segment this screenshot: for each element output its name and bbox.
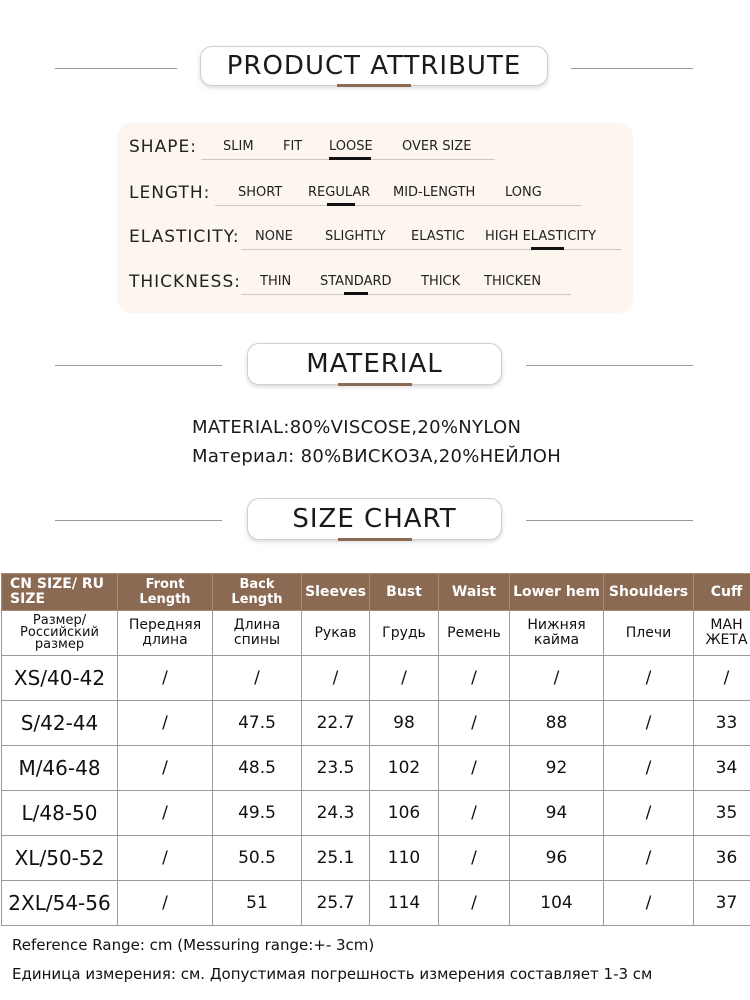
measurement-cell: / xyxy=(694,656,750,701)
header-cell: Front Length xyxy=(118,574,213,611)
measurement-cell: 98 xyxy=(370,701,439,746)
divider-right xyxy=(526,520,693,521)
header-cell: Shoulders xyxy=(604,574,694,611)
table-row xyxy=(2,881,750,926)
header-cell: Back Length xyxy=(213,574,302,611)
measurement-cell: 34 xyxy=(694,746,750,791)
attribute-option-selected: REGULAR xyxy=(308,185,370,200)
measurement-cell: 106 xyxy=(370,791,439,836)
measurement-cell: 25.1 xyxy=(302,836,370,881)
divider-right xyxy=(526,365,693,366)
size-chart-table xyxy=(1,573,750,926)
attribute-line xyxy=(241,294,571,295)
material-composition-en: MATERIAL:80%VISCOSE,20%NYLON xyxy=(192,417,522,438)
measurement-cell: / xyxy=(604,746,694,791)
divider-left xyxy=(55,365,222,366)
size-chart-header xyxy=(0,498,750,548)
size-cell: XS/40-42 xyxy=(2,656,118,701)
measurement-cell: 49.5 xyxy=(213,791,302,836)
header-cell: CN SIZE/ RU SIZE xyxy=(2,574,118,611)
divider-left xyxy=(55,68,177,69)
measurement-cell: / xyxy=(439,656,510,701)
attribute-option-selected: HIGH ELASTICITY xyxy=(485,229,596,244)
measurement-note-ru: Единица измерения: см. Допустимая погрешность измерения составляет 1-3 см xyxy=(12,965,653,983)
header-cell: Lower hem xyxy=(510,574,604,611)
attribute-option: SLIM xyxy=(223,139,254,154)
measurement-cell: 47.5 xyxy=(213,701,302,746)
measurement-cell: / xyxy=(439,701,510,746)
attribute-label: SHAPE: xyxy=(129,137,197,157)
attribute-row-thickness xyxy=(117,270,633,300)
measurement-cell: 92 xyxy=(510,746,604,791)
selected-marker xyxy=(344,292,368,295)
title-underline xyxy=(338,538,412,541)
product-attribute-panel xyxy=(117,123,633,313)
product-attribute-title xyxy=(200,46,548,86)
measurement-cell: / xyxy=(604,656,694,701)
measurement-cell: 36 xyxy=(694,836,750,881)
divider-right xyxy=(571,68,693,69)
header-cell: Waist xyxy=(439,574,510,611)
attribute-option: MID-LENGTH xyxy=(393,185,476,200)
measurement-cell: / xyxy=(118,791,213,836)
measurement-cell: 22.7 xyxy=(302,701,370,746)
attribute-option-selected: STANDARD xyxy=(320,274,392,289)
measurement-cell: 50.5 xyxy=(213,836,302,881)
attribute-option: THICK xyxy=(421,274,461,289)
measurement-cell: 104 xyxy=(510,881,604,926)
measurement-cell: / xyxy=(604,836,694,881)
measurement-cell: 114 xyxy=(370,881,439,926)
attribute-option: THIN xyxy=(260,274,292,289)
measurement-cell: 88 xyxy=(510,701,604,746)
attribute-row-shape xyxy=(117,135,633,165)
header-cell: Sleeves xyxy=(302,574,370,611)
measurement-cell: / xyxy=(302,656,370,701)
material-title-text: MATERIAL xyxy=(306,349,443,379)
measurement-cell: / xyxy=(118,746,213,791)
measurement-cell: / xyxy=(439,746,510,791)
measurement-cell: / xyxy=(439,791,510,836)
title-underline xyxy=(338,383,412,386)
measurement-cell: / xyxy=(118,881,213,926)
measurement-cell: / xyxy=(439,836,510,881)
header-cell: Длина спины xyxy=(213,611,302,656)
reference-range-note: Reference Range: cm (Messuring range:+- 3cm) xyxy=(12,936,375,954)
measurement-cell: / xyxy=(118,836,213,881)
measurement-cell: / xyxy=(604,791,694,836)
measurement-cell: 110 xyxy=(370,836,439,881)
selected-marker xyxy=(531,247,564,250)
size-cell: 2XL/54-56 xyxy=(2,881,118,926)
table-row xyxy=(2,656,750,701)
attribute-label: ELASTICITY: xyxy=(129,227,240,247)
table-header-en xyxy=(2,574,750,611)
measurement-cell: 37 xyxy=(694,881,750,926)
measurement-cell: / xyxy=(510,656,604,701)
header-cell: Нижняя кайма xyxy=(510,611,604,656)
measurement-cell: / xyxy=(118,656,213,701)
header-cell: Рукав xyxy=(302,611,370,656)
title-underline xyxy=(337,84,411,87)
table-row xyxy=(2,701,750,746)
material-composition-ru: Материал: 80%ВИСКОЗА,20%НЕЙЛОН xyxy=(192,446,562,467)
product-attribute-title-text: PRODUCT ATTRIBUTE xyxy=(226,51,522,81)
measurement-cell: / xyxy=(439,881,510,926)
attribute-row-elasticity xyxy=(117,225,633,255)
attribute-option: NONE xyxy=(255,229,293,244)
size-cell: S/42-44 xyxy=(2,701,118,746)
header-cell: Грудь xyxy=(370,611,439,656)
size-chart-title xyxy=(247,498,502,540)
measurement-cell: / xyxy=(370,656,439,701)
measurement-cell: 35 xyxy=(694,791,750,836)
measurement-cell: 24.3 xyxy=(302,791,370,836)
attribute-label: THICKNESS: xyxy=(129,272,241,292)
attribute-option: OVER SIZE xyxy=(402,139,472,154)
attribute-option: LONG xyxy=(505,185,542,200)
table-header-ru xyxy=(2,611,750,656)
size-cell: XL/50-52 xyxy=(2,836,118,881)
attribute-option: ELASTIC xyxy=(411,229,465,244)
selected-marker xyxy=(329,157,371,160)
material-header xyxy=(0,343,750,393)
measurement-cell: 25.7 xyxy=(302,881,370,926)
divider-left xyxy=(55,520,222,521)
header-cell: Передняя длина xyxy=(118,611,213,656)
measurement-cell: / xyxy=(118,701,213,746)
measurement-cell: 94 xyxy=(510,791,604,836)
measurement-cell: 48.5 xyxy=(213,746,302,791)
material-title xyxy=(247,343,502,385)
attribute-option: SHORT xyxy=(238,185,283,200)
measurement-cell: 33 xyxy=(694,701,750,746)
product-attribute-header xyxy=(0,46,750,96)
attribute-option: THICKEN xyxy=(484,274,542,289)
measurement-cell: / xyxy=(604,881,694,926)
measurement-cell: / xyxy=(604,701,694,746)
attribute-option: FIT xyxy=(283,139,303,154)
header-cell: Ремень xyxy=(439,611,510,656)
size-chart-title-text: SIZE CHART xyxy=(292,504,457,534)
measurement-cell: 51 xyxy=(213,881,302,926)
measurement-cell: 23.5 xyxy=(302,746,370,791)
attribute-option-selected: LOOSE xyxy=(329,139,373,154)
table-row xyxy=(2,836,750,881)
measurement-cell: / xyxy=(213,656,302,701)
measurement-cell: 102 xyxy=(370,746,439,791)
attribute-row-length xyxy=(117,181,633,211)
size-cell: M/46-48 xyxy=(2,746,118,791)
table-body xyxy=(2,656,750,926)
table-row xyxy=(2,791,750,836)
attribute-label: LENGTH: xyxy=(129,183,211,203)
attribute-line xyxy=(215,205,581,206)
attribute-option: SLIGHTLY xyxy=(325,229,386,244)
table-row xyxy=(2,746,750,791)
header-cell: Cuff xyxy=(694,574,750,611)
header-cell: Плечи xyxy=(604,611,694,656)
size-cell: L/48-50 xyxy=(2,791,118,836)
selected-marker xyxy=(327,203,355,206)
header-cell: Размер/ Российский размер xyxy=(2,611,118,656)
header-cell: Bust xyxy=(370,574,439,611)
header-cell: МАН ЖЕТА xyxy=(694,611,750,656)
measurement-cell: 96 xyxy=(510,836,604,881)
